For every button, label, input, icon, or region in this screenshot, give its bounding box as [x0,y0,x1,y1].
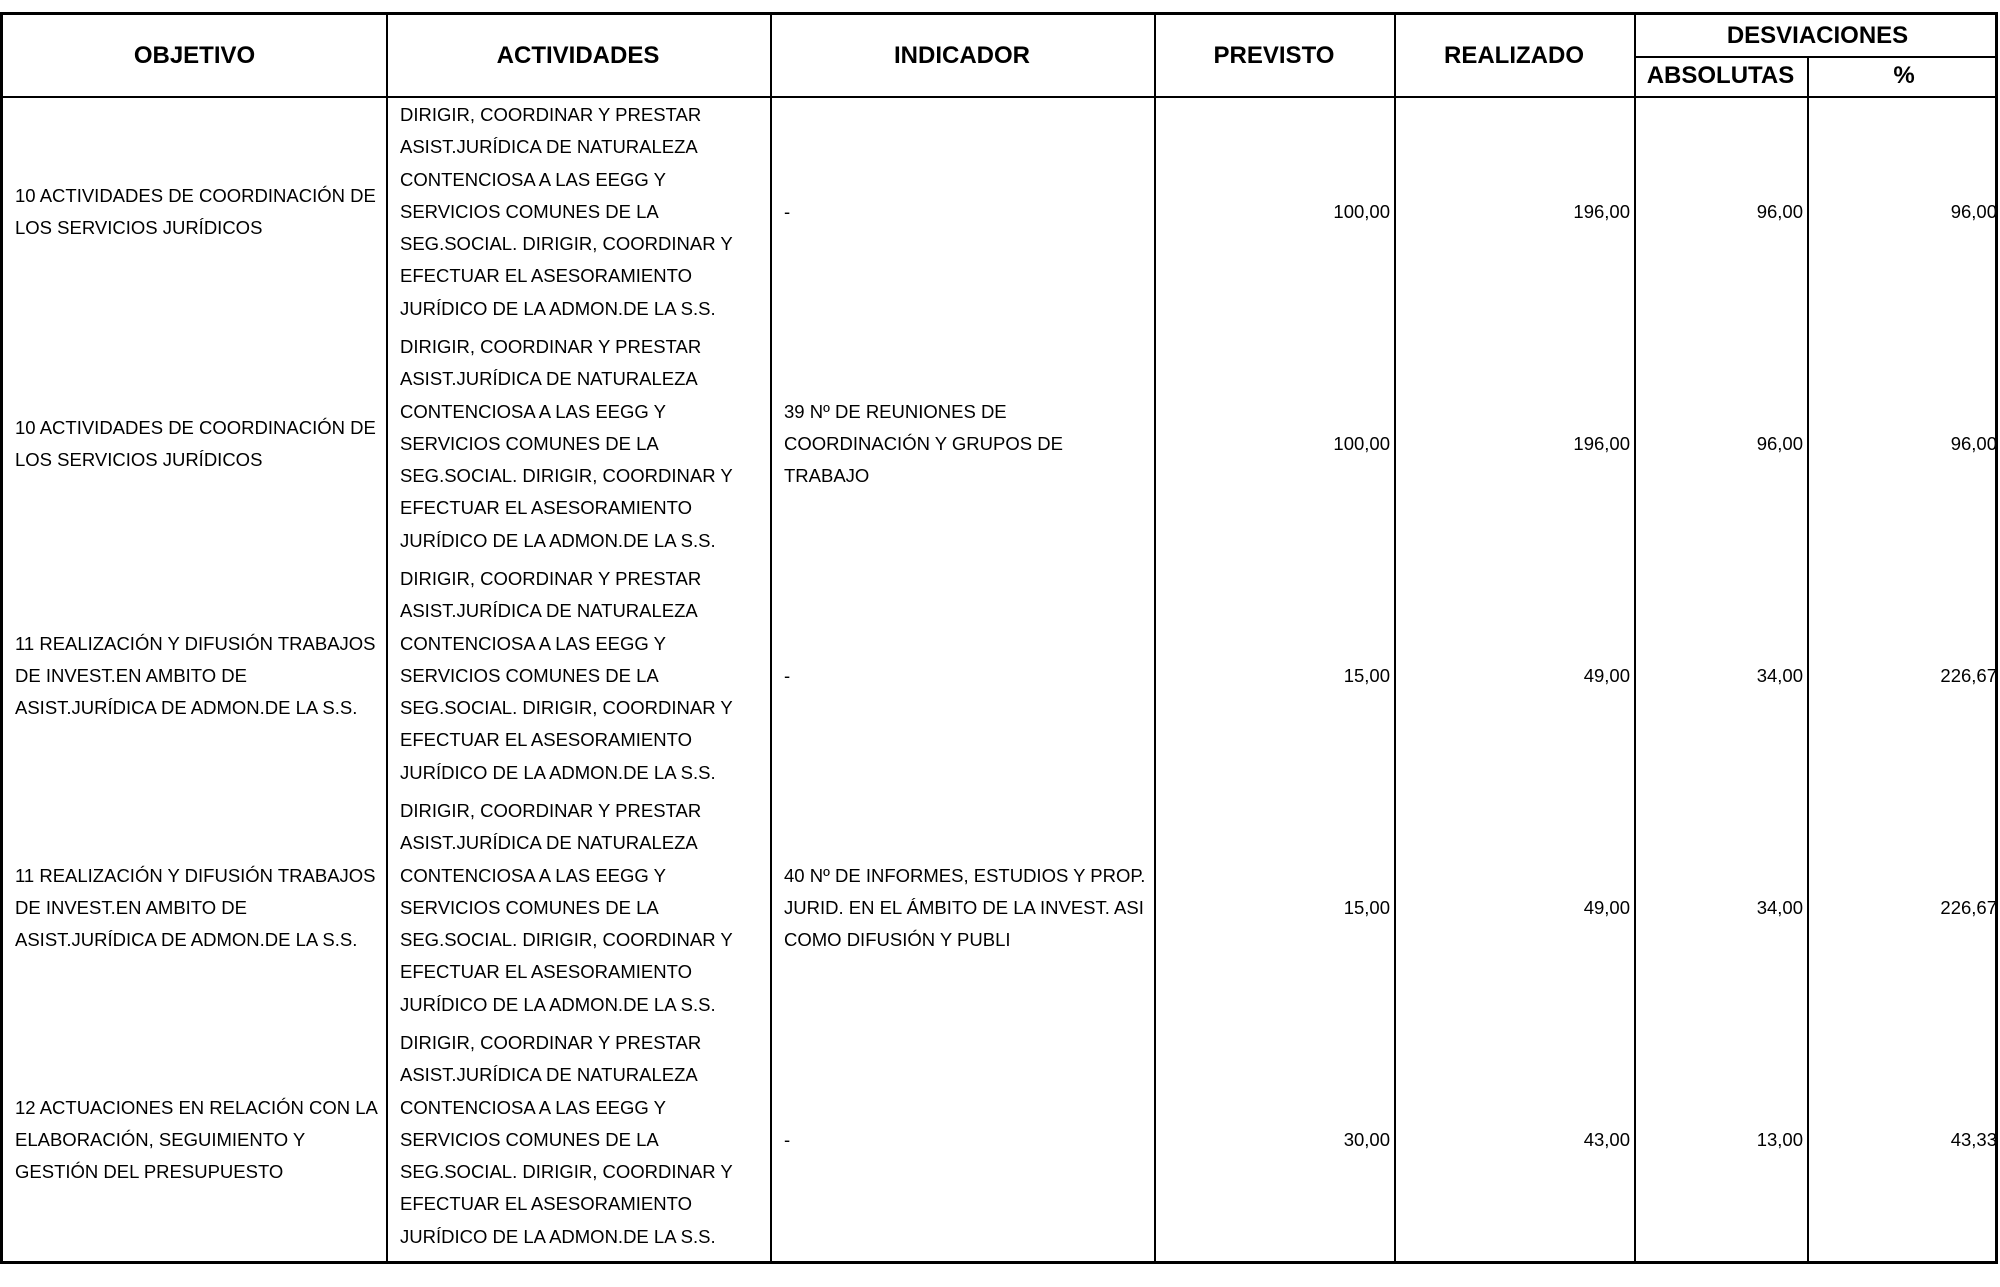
objetivo-text: 11 REALIZACIÓN Y DIFUSIÓN TRABAJOS DE INVEST.EN AMBITO DE ASIST.JURÍDICA DE ADMON.DE LA S.S. [15,632,376,719]
porcentaje-value: 226,67 [1940,664,1997,686]
cell-absolutas [1634,328,1807,560]
previsto-value: 15,00 [1343,664,1390,686]
cell-absolutas [1634,560,1807,792]
header-previsto: PREVISTO [1213,41,1335,69]
absolutas-value: 34,00 [1756,896,1803,918]
indicador-text: - [784,1128,791,1150]
cell-indicador [772,560,1154,792]
actividades-text: DIRIGIR, COORDINAR Y PRESTAR ASIST.JURÍDICA DE NATURALEZA CONTENCIOSA A LAS EEGG Y SERVICIOS COMUNES DE LA SEG.SOCIAL. DIRIGIR, COORDINAR Y EFECTUAR EL ASESORAMIENTO JURÍDICO DE LA ADMON.DE LA S.S. [400,799,733,1015]
cell-actividades [388,560,770,792]
header-actividades: ACTIVIDADES [496,41,660,69]
header-indicador: INDICADOR [894,41,1030,69]
header-realizado: REALIZADO [1444,41,1584,69]
cell-actividades [388,96,770,328]
previsto-value: 15,00 [1343,896,1390,918]
header-porcentaje: % [1893,62,1915,89]
cell-previsto [1154,96,1394,328]
porcentaje-value: 96,00 [1950,432,1997,454]
objetivo-text: 12 ACTUACIONES EN RELACIÓN CON LA ELABORACIÓN, SEGUIMIENTO Y GESTIÓN DEL PRESUPUESTO [15,1096,378,1183]
actividades-text: DIRIGIR, COORDINAR Y PRESTAR ASIST.JURÍDICA DE NATURALEZA CONTENCIOSA A LAS EEGG Y SERVICIOS COMUNES DE LA SEG.SOCIAL. DIRIGIR, COORDINAR Y EFECTUAR EL ASESORAMIENTO JURÍDICO DE LA ADMON.DE LA S.S. [400,1031,733,1247]
porcentaje-value: 43,33 [1950,1128,1997,1150]
cell-porcentaje [1807,792,2000,1024]
cell-previsto [1154,328,1394,560]
header-absolutas: ABSOLUTAS [1646,62,1795,89]
indicador-text: 40 Nº DE INFORMES, ESTUDIOS Y PROP. JURID. EN EL ÁMBITO DE LA INVEST. ASI COMO DIFUSIÓN Y PUBLI [784,864,1146,951]
indicador-text: - [784,200,791,222]
cell-objetivo [3,792,386,1024]
realizado-value: 196,00 [1573,432,1630,454]
header-objetivo: OBJETIVO [133,41,256,69]
porcentaje-value: 226,67 [1940,896,1997,918]
header-desviaciones: DESVIACIONES [1726,21,1909,49]
cell-porcentaje [1807,560,2000,792]
cell-porcentaje [1807,96,2000,328]
objetivo-text: 11 REALIZACIÓN Y DIFUSIÓN TRABAJOS DE INVEST.EN AMBITO DE ASIST.JURÍDICA DE ADMON.DE LA S.S. [15,864,376,951]
cell-indicador [772,792,1154,1024]
cell-previsto [1154,792,1394,1024]
objectives-table [0,12,1998,1264]
cell-absolutas [1634,1024,1807,1256]
absolutas-value: 96,00 [1756,432,1803,454]
previsto-value: 100,00 [1333,432,1390,454]
previsto-value: 100,00 [1333,200,1390,222]
cell-actividades [388,1024,770,1256]
cell-indicador [772,96,1154,328]
absolutas-value: 13,00 [1756,1128,1803,1150]
cell-realizado [1394,560,1634,792]
actividades-text: DIRIGIR, COORDINAR Y PRESTAR ASIST.JURÍDICA DE NATURALEZA CONTENCIOSA A LAS EEGG Y SERVICIOS COMUNES DE LA SEG.SOCIAL. DIRIGIR, COORDINAR Y EFECTUAR EL ASESORAMIENTO JURÍDICO DE LA ADMON.DE LA S.S. [400,103,733,319]
realizado-value: 196,00 [1573,200,1630,222]
cell-objetivo [3,1024,386,1256]
previsto-value: 30,00 [1343,1128,1390,1150]
cell-realizado [1394,96,1634,328]
cell-realizado [1394,1024,1634,1256]
realizado-value: 49,00 [1583,896,1630,918]
cell-actividades [388,792,770,1024]
objetivo-text: 10 ACTIVIDADES DE COORDINACIÓN DE LOS SERVICIOS JURÍDICOS [15,416,376,470]
actividades-text: DIRIGIR, COORDINAR Y PRESTAR ASIST.JURÍDICA DE NATURALEZA CONTENCIOSA A LAS EEGG Y SERVICIOS COMUNES DE LA SEG.SOCIAL. DIRIGIR, COORDINAR Y EFECTUAR EL ASESORAMIENTO JURÍDICO DE LA ADMON.DE LA S.S. [400,335,733,551]
indicador-text: - [784,664,791,686]
realizado-value: 49,00 [1583,664,1630,686]
cell-porcentaje [1807,328,2000,560]
indicador-text: 39 Nº DE REUNIONES DE COORDINACIÓN Y GRUPOS DE TRABAJO [784,400,1063,487]
porcentaje-value: 96,00 [1950,200,1997,222]
absolutas-value: 34,00 [1756,664,1803,686]
cell-absolutas [1634,96,1807,328]
actividades-text: DIRIGIR, COORDINAR Y PRESTAR ASIST.JURÍDICA DE NATURALEZA CONTENCIOSA A LAS EEGG Y SERVICIOS COMUNES DE LA SEG.SOCIAL. DIRIGIR, COORDINAR Y EFECTUAR EL ASESORAMIENTO JURÍDICO DE LA ADMON.DE LA S.S. [400,567,733,783]
cell-indicador [772,1024,1154,1256]
cell-realizado [1394,328,1634,560]
cell-previsto [1154,560,1394,792]
objetivo-text: 10 ACTIVIDADES DE COORDINACIÓN DE LOS SERVICIOS JURÍDICOS [15,184,376,238]
cell-previsto [1154,1024,1394,1256]
cell-realizado [1394,792,1634,1024]
cell-objetivo [3,328,386,560]
cell-indicador [772,328,1154,560]
cell-porcentaje [1807,1024,2000,1256]
cell-absolutas [1634,792,1807,1024]
realizado-value: 43,00 [1583,1128,1630,1150]
cell-objetivo [3,96,386,328]
cell-actividades [388,328,770,560]
absolutas-value: 96,00 [1756,200,1803,222]
cell-objetivo [3,560,386,792]
